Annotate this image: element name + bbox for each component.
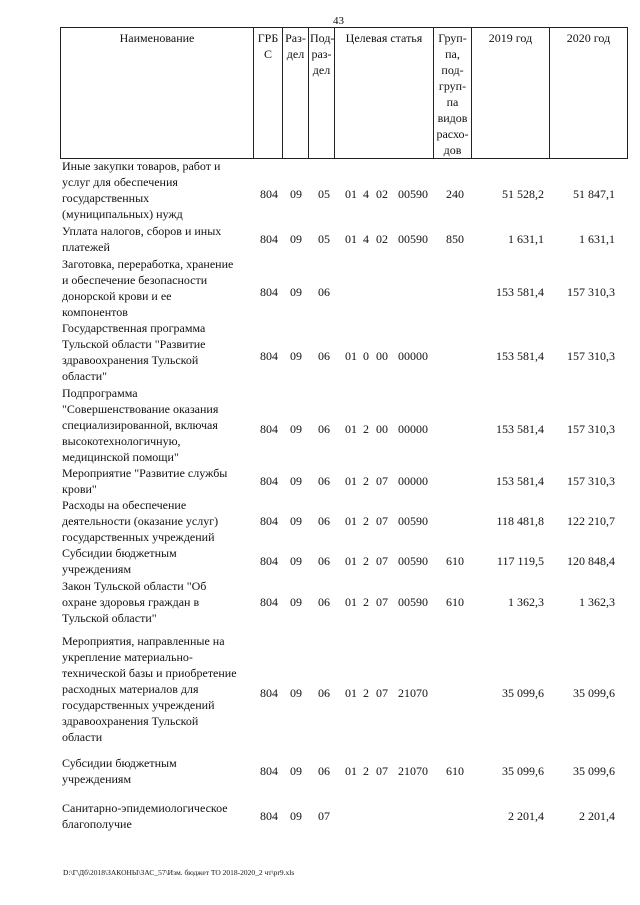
row-name: Уплата налогов, сборов и иных платежей — [62, 224, 222, 254]
target-event-code: 07 — [376, 686, 388, 700]
target-subprogram-code: 2 — [363, 686, 369, 700]
podrazdel-code: 06 — [318, 686, 330, 700]
row-name: Иные закупки товаров, работ и услуг для обеспечения государственных (муниципальных) нужд — [62, 159, 221, 221]
target-direction-code: 00590 — [398, 595, 428, 609]
razdel-code: 09 — [290, 187, 302, 201]
expense-group-code: 610 — [446, 554, 464, 568]
target-program-code: 01 — [345, 474, 357, 488]
target-direction-code: 21070 — [398, 686, 428, 700]
razdel-code: 09 — [290, 285, 302, 299]
target-subprogram-code: 2 — [363, 595, 369, 609]
target-program-code: 01 — [345, 686, 357, 700]
amount-2019: 118 481,8 — [496, 514, 544, 528]
table-row — [60, 755, 630, 787]
amount-2019: 35 099,6 — [502, 764, 544, 778]
row-name: Заготовка, переработка, хранение и обеспечение безопасности донорской крови и ее компонентов — [62, 257, 234, 319]
grbs-code: 804 — [260, 474, 278, 488]
amount-2019: 153 581,4 — [496, 422, 544, 436]
amount-2020: 1 362,3 — [579, 595, 615, 609]
amount-2019: 51 528,2 — [502, 187, 544, 201]
amount-2020: 157 310,3 — [567, 422, 615, 436]
amount-2020: 1 631,1 — [579, 232, 615, 246]
target-event-code: 02 — [376, 232, 388, 246]
header-podrazdel: Под- раз- дел — [309, 28, 335, 159]
table-row — [60, 223, 630, 255]
target-subprogram-code: 2 — [363, 474, 369, 488]
table-row — [60, 320, 630, 384]
amount-2020: 35 099,6 — [573, 764, 615, 778]
target-subprogram-code: 2 — [363, 514, 369, 528]
target-program-code: 01 — [345, 232, 357, 246]
table-row — [60, 800, 630, 832]
razdel-code: 09 — [290, 686, 302, 700]
grbs-code: 804 — [260, 514, 278, 528]
table-row — [60, 578, 630, 626]
grbs-code: 804 — [260, 809, 278, 823]
target-subprogram-code: 0 — [363, 349, 369, 363]
amount-2020: 2 201,4 — [579, 809, 615, 823]
row-name: Мероприятие "Развитие службы крови" — [62, 466, 228, 496]
podrazdel-code: 06 — [318, 422, 330, 436]
razdel-code: 09 — [290, 809, 302, 823]
razdel-code: 09 — [290, 595, 302, 609]
table-row — [60, 256, 630, 320]
podrazdel-code: 06 — [318, 595, 330, 609]
expense-group-code: 610 — [446, 595, 464, 609]
target-direction-code: 21070 — [398, 764, 428, 778]
amount-2019: 117 119,5 — [496, 554, 544, 568]
row-name: Санитарно-эпидемиологическое благополучие — [62, 801, 228, 831]
podrazdel-code: 06 — [318, 349, 330, 363]
amount-2019: 153 581,4 — [496, 349, 544, 363]
header-year-2019: 2019 год — [472, 28, 550, 159]
grbs-code: 804 — [260, 554, 278, 568]
razdel-code: 09 — [290, 514, 302, 528]
amount-2019: 1 362,3 — [508, 595, 544, 609]
amount-2019: 153 581,4 — [496, 285, 544, 299]
row-name: Закон Тульской области "Об охране здоровья граждан в Тульской области" — [62, 579, 207, 625]
expense-group-code: 240 — [446, 187, 464, 201]
table-row — [60, 497, 630, 545]
amount-2020: 157 310,3 — [567, 349, 615, 363]
header-grbs: ГРБ С — [254, 28, 283, 159]
amount-2020: 157 310,3 — [567, 285, 615, 299]
row-name: Мероприятия, направленные на укрепление материально- технической базы и приобретение расходных материалов для государственных учреждений здравоохранения Тульской области — [62, 634, 237, 744]
target-event-code: 07 — [376, 595, 388, 609]
target-program-code: 01 — [345, 595, 357, 609]
amount-2019: 35 099,6 — [502, 686, 544, 700]
table-row — [60, 465, 630, 497]
podrazdel-code: 06 — [318, 514, 330, 528]
podrazdel-code: 06 — [318, 554, 330, 568]
target-direction-code: 00000 — [398, 422, 428, 436]
target-subprogram-code: 2 — [363, 764, 369, 778]
header-razdel: Раз- дел — [283, 28, 309, 159]
target-subprogram-code: 2 — [363, 554, 369, 568]
amount-2020: 120 848,4 — [567, 554, 615, 568]
grbs-code: 804 — [260, 764, 278, 778]
target-program-code: 01 — [345, 764, 357, 778]
header-year-2020: 2020 год — [550, 28, 628, 159]
header-name: Наименование — [61, 28, 254, 159]
amount-2020: 122 210,7 — [567, 514, 615, 528]
podrazdel-code: 05 — [318, 187, 330, 201]
razdel-code: 09 — [290, 422, 302, 436]
table-row — [60, 158, 630, 222]
header-expense-group: Груп- па, под- груп- па видов расхо- дов — [434, 28, 472, 159]
grbs-code: 804 — [260, 686, 278, 700]
target-event-code: 07 — [376, 554, 388, 568]
grbs-code: 804 — [260, 595, 278, 609]
target-direction-code: 00590 — [398, 514, 428, 528]
expense-group-code: 850 — [446, 232, 464, 246]
page-number: 43 — [333, 15, 344, 27]
podrazdel-code: 06 — [318, 764, 330, 778]
expense-group-code: 610 — [446, 764, 464, 778]
table-row — [60, 545, 630, 577]
target-program-code: 01 — [345, 187, 357, 201]
row-name: Субсидии бюджетным учреждениям — [62, 546, 177, 576]
grbs-code: 804 — [260, 232, 278, 246]
amount-2019: 1 631,1 — [508, 232, 544, 246]
razdel-code: 09 — [290, 554, 302, 568]
grbs-code: 804 — [260, 349, 278, 363]
target-subprogram-code: 2 — [363, 422, 369, 436]
file-path-footer: D:\Г\Дб\2018\ЗАКОНЫ\ЗАС_57\Изм. бюджет ТО 2018-2020_2 чт\pr9.xls — [63, 868, 295, 877]
target-subprogram-code: 4 — [363, 187, 369, 201]
razdel-code: 09 — [290, 232, 302, 246]
target-direction-code: 00590 — [398, 232, 428, 246]
podrazdel-code: 06 — [318, 285, 330, 299]
target-event-code: 00 — [376, 349, 388, 363]
target-event-code: 07 — [376, 764, 388, 778]
target-subprogram-code: 4 — [363, 232, 369, 246]
target-event-code: 00 — [376, 422, 388, 436]
target-event-code: 02 — [376, 187, 388, 201]
target-program-code: 01 — [345, 514, 357, 528]
row-name: Субсидии бюджетным учреждениям — [62, 756, 177, 786]
amount-2019: 153 581,4 — [496, 474, 544, 488]
target-program-code: 01 — [345, 349, 357, 363]
podrazdel-code: 07 — [318, 809, 330, 823]
amount-2020: 51 847,1 — [573, 187, 615, 201]
target-direction-code: 00590 — [398, 187, 428, 201]
target-direction-code: 00590 — [398, 554, 428, 568]
grbs-code: 804 — [260, 422, 278, 436]
podrazdel-code: 05 — [318, 232, 330, 246]
podrazdel-code: 06 — [318, 474, 330, 488]
grbs-code: 804 — [260, 285, 278, 299]
target-event-code: 07 — [376, 514, 388, 528]
table-header — [60, 27, 628, 159]
header-target-article: Целевая статья — [335, 28, 434, 159]
amount-2020: 35 099,6 — [573, 686, 615, 700]
target-program-code: 01 — [345, 422, 357, 436]
row-name: Расходы на обеспечение деятельности (оказание услуг) государственных учреждений — [62, 498, 219, 544]
target-direction-code: 00000 — [398, 474, 428, 488]
table-row — [60, 385, 630, 465]
target-direction-code: 00000 — [398, 349, 428, 363]
amount-2019: 2 201,4 — [508, 809, 544, 823]
row-name: Государственная программа Тульской области "Развитие здравоохранения Тульской области" — [62, 321, 206, 383]
target-event-code: 07 — [376, 474, 388, 488]
row-name: Подпрограмма "Совершенствование оказания специализированной, включая высокотехнологичную, медицинской помощи" — [62, 386, 219, 464]
razdel-code: 09 — [290, 349, 302, 363]
table-row — [60, 633, 630, 745]
razdel-code: 09 — [290, 764, 302, 778]
razdel-code: 09 — [290, 474, 302, 488]
amount-2020: 157 310,3 — [567, 474, 615, 488]
grbs-code: 804 — [260, 187, 278, 201]
target-program-code: 01 — [345, 554, 357, 568]
